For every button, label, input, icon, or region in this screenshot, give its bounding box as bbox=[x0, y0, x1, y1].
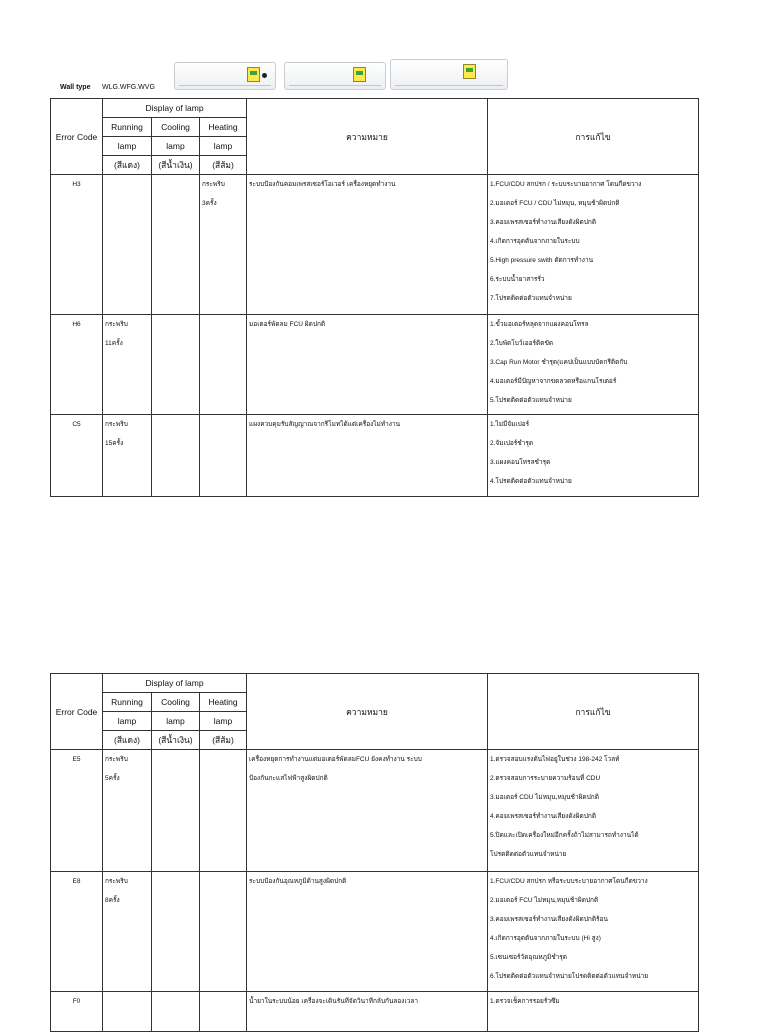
cooling-cell bbox=[152, 315, 200, 415]
meaning-text: มอเตอร์พัดลม FCU ผิดปกติ bbox=[249, 321, 326, 328]
solution-line: 5.เซนเซอร์วัดอุณหภูมิชำรุด bbox=[490, 954, 567, 961]
heating-header: Heating bbox=[200, 118, 247, 137]
meaning-text: ระบบป้องกันคอมเพรสเซอร์โอเวอร์ เครื่องหยุดทำงาน bbox=[249, 181, 396, 188]
solution-line: 5.ปิดและเปิดเครื่องใหม่อีกครั้งถ้าไม่สามารถทำงานได้ bbox=[490, 832, 639, 839]
meaning-cell bbox=[247, 992, 488, 1032]
error-code-header: Error Code bbox=[51, 99, 103, 175]
solution-line: 1.ขั้วมอเตอร์หลุดจากแผงคอนโทรล bbox=[490, 321, 589, 328]
table-row bbox=[51, 992, 699, 1032]
cooling-lamp-header: lamp bbox=[152, 712, 200, 731]
solution-line: 3.Cap Run Motor ชำรุด(แคปเป็นแบบบัดกรีติดกับ bbox=[490, 359, 628, 366]
running-lamp-header: lamp bbox=[103, 712, 152, 731]
cooling-lamp-header: lamp bbox=[152, 137, 200, 156]
error-code-cell: H3 bbox=[51, 175, 103, 315]
solution-cell bbox=[488, 415, 699, 497]
solution-line: 6.ระบบน้ำยาสารรั่ว bbox=[490, 276, 545, 283]
display-dot-icon bbox=[262, 73, 267, 78]
table-row bbox=[51, 750, 699, 872]
heating-color-header: (สีส้ม) bbox=[200, 156, 247, 175]
solution-line: 5.High pressure swith ตัดการทำงาน bbox=[490, 257, 594, 264]
solution-line: 3.แผงคอนโทรลชำรุด bbox=[490, 459, 551, 466]
table-row bbox=[51, 415, 699, 497]
meaning-cell bbox=[247, 175, 488, 315]
solution-line: 2.มอเตอร์ FCU / CDU ไม่หมุน, หมุนช้าผิดปกติ bbox=[490, 200, 620, 207]
solution-line: 1.ตรวจเช็คการรอยรั่วซึม bbox=[490, 998, 560, 1005]
blink-count: 15ครั้ง bbox=[105, 440, 124, 447]
solution-cell bbox=[488, 315, 699, 415]
solution-line: 1.ไม่มีจัมเปอร์ bbox=[490, 421, 530, 428]
running-cell bbox=[103, 415, 152, 497]
meaning-cell bbox=[247, 315, 488, 415]
solution-line: 4.มอเตอร์มีปัญหาจากขดลวดหรือแกนโรเตอร์ bbox=[490, 378, 617, 385]
meaning-text: แผงควบคุมรับสัญญาณจากรีโมทได้แต่เครื่องไม่ทำงาน bbox=[249, 421, 401, 428]
air-conditioner-unit-image bbox=[174, 62, 276, 90]
heating-cell bbox=[200, 315, 247, 415]
meaning-cell bbox=[247, 872, 488, 992]
display-of-lamp-header: Display of lamp bbox=[103, 99, 247, 118]
running-color-header: (สีแดง) bbox=[103, 156, 152, 175]
cooling-color-header: (สีน้ำเงิน) bbox=[152, 731, 200, 750]
heating-color-header: (สีส้ม) bbox=[200, 731, 247, 750]
running-cell bbox=[103, 992, 152, 1032]
running-cell bbox=[103, 750, 152, 872]
blink-text: กระพริบ bbox=[105, 421, 128, 428]
solution-line: 4.โปรดติดต่อตัวแทนจำหน่าย bbox=[490, 478, 572, 485]
blink-text: กระพริบ bbox=[105, 878, 128, 885]
solution-cell bbox=[488, 175, 699, 315]
cooling-header: Cooling bbox=[152, 693, 200, 712]
cooling-cell bbox=[152, 750, 200, 872]
solution-line: 5.โปรดติดต่อตัวแทนจำหน่าย bbox=[490, 397, 572, 404]
solution-line: 2.จัมเปอร์ชำรุด bbox=[490, 440, 534, 447]
solution-line: 7.โปรดติดต่อตัวแทนจำหน่าย bbox=[490, 295, 572, 302]
error-code-cell: E5 bbox=[51, 750, 103, 872]
solution-cell bbox=[488, 750, 699, 872]
running-header: Running bbox=[103, 118, 152, 137]
heating-header: Heating bbox=[200, 693, 247, 712]
table-row bbox=[51, 315, 699, 415]
solution-line: 3.คอมเพรสเซอร์ทำงานเสียงดังผิดปกติ bbox=[490, 219, 597, 226]
cooling-cell bbox=[152, 175, 200, 315]
display-of-lamp-header: Display of lamp bbox=[103, 674, 247, 693]
error-code-table-2 bbox=[50, 673, 699, 1032]
solution-line: 1.ตรวจสอบแรงดันไฟอยู่ในช่วง 198-242 โวลท์ bbox=[490, 756, 620, 763]
running-cell bbox=[103, 315, 152, 415]
meaning-text: เครื่องหยุดการทำงานแต่มอเตอร์พัดลมFCU ยังคงทำงาน ระบบ bbox=[249, 756, 422, 763]
error-code-table-1 bbox=[50, 98, 699, 497]
solution-cell bbox=[488, 872, 699, 992]
meaning-text: ระบบป้องกันอุณหภูมิด้านสูงผิดปกติ bbox=[249, 878, 347, 885]
heating-cell bbox=[200, 992, 247, 1032]
error-code-cell: F0 bbox=[51, 992, 103, 1032]
meaning-header: ความหมาย bbox=[247, 674, 488, 750]
solution-line: 1.FCU/CDU สกปรก หรือระบบระบายอากาศโดนกีดขวาง bbox=[490, 878, 648, 885]
meaning-cell bbox=[247, 750, 488, 872]
meaning-text: ป้องกันกะแสไฟฟ้าสูงผิดปกติ bbox=[249, 775, 328, 782]
wall-type-label: Wall type bbox=[60, 84, 91, 91]
solution-header: การแก้ไข bbox=[488, 674, 699, 750]
error-code-cell: C5 bbox=[51, 415, 103, 497]
solution-line: 2.มอเตอร์ FCU ไม่หมุน,หมุนช้าผิดปกติ bbox=[490, 897, 599, 904]
wall-type-value: WLG.WFG.WVG bbox=[102, 84, 155, 91]
cooling-cell bbox=[152, 992, 200, 1032]
error-code-header: Error Code bbox=[51, 674, 103, 750]
table-row bbox=[51, 175, 699, 315]
error-code-cell: H6 bbox=[51, 315, 103, 415]
solution-line: 4.คอมเพรสเซอร์ทำงานเสียงดังผิดปกติ bbox=[490, 813, 597, 820]
cooling-header: Cooling bbox=[152, 118, 200, 137]
solution-header: การแก้ไข bbox=[488, 99, 699, 175]
energy-label-icon bbox=[463, 64, 476, 79]
solution-line: 3.คอมเพรสเซอร์ทำงานเสียงดังผิดปกติร้อน bbox=[490, 916, 608, 923]
solution-line: 6.โปรดติดต่อตัวแทนจำหน่ายโปรดติดต่อตัวแทนจำหน่าย bbox=[490, 973, 649, 980]
solution-line: 4.เกิดการอุดตันจากภายในระบบ bbox=[490, 238, 580, 245]
blink-count: 3ครั้ง bbox=[202, 200, 217, 207]
vent-line bbox=[289, 85, 381, 86]
running-lamp-header: lamp bbox=[103, 137, 152, 156]
blink-text: กระพริบ bbox=[105, 756, 128, 763]
solution-line: 2.ใบพัดโบว์เออร์ติดขัด bbox=[490, 340, 554, 347]
energy-label-icon bbox=[353, 67, 366, 82]
blink-text: กระพริบ bbox=[202, 181, 225, 188]
air-conditioner-unit-image bbox=[390, 59, 508, 90]
running-color-header: (สีแดง) bbox=[103, 731, 152, 750]
air-conditioner-unit-image bbox=[284, 62, 386, 90]
solution-line: 2.ตรวจสอบการระบายความร้อนที่ CDU bbox=[490, 775, 601, 782]
solution-line: โปรดติดต่อตัวแทนจำหน่าย bbox=[490, 851, 567, 858]
solution-line: 4.เกิดการอุดตันจากภายในระบบ (Hi สูง) bbox=[490, 935, 601, 942]
running-cell bbox=[103, 175, 152, 315]
meaning-text: น้ำยาในระบบน้อย เครื่องจะเดินรันทีจัดวินาทีกลับกันลองเวลา bbox=[249, 998, 418, 1005]
meaning-header: ความหมาย bbox=[247, 99, 488, 175]
vent-line bbox=[179, 85, 271, 86]
table-row bbox=[51, 872, 699, 992]
heating-cell bbox=[200, 415, 247, 497]
error-code-cell: E8 bbox=[51, 872, 103, 992]
heating-lamp-header: lamp bbox=[200, 137, 247, 156]
cooling-cell bbox=[152, 872, 200, 992]
blink-count: 8ครั้ง bbox=[105, 897, 120, 904]
solution-cell bbox=[488, 992, 699, 1032]
solution-line: 1.FCU/CDU สกปรก / ระบบระบายอากาศ โดนกีดขวาง bbox=[490, 181, 642, 188]
blink-text: กระพริบ bbox=[105, 321, 128, 328]
heating-lamp-header: lamp bbox=[200, 712, 247, 731]
vent-line bbox=[395, 85, 503, 86]
blink-count: 5ครั้ง bbox=[105, 775, 120, 782]
energy-label-icon bbox=[247, 67, 260, 82]
heating-cell bbox=[200, 175, 247, 315]
meaning-cell bbox=[247, 415, 488, 497]
heating-cell bbox=[200, 872, 247, 992]
heating-cell bbox=[200, 750, 247, 872]
running-cell bbox=[103, 872, 152, 992]
solution-line: 3.มอเตอร์ CDU ไม่หมุน,หมุนช้าผิดปกติ bbox=[490, 794, 599, 801]
running-header: Running bbox=[103, 693, 152, 712]
cooling-cell bbox=[152, 415, 200, 497]
blink-count: 11ครั้ง bbox=[105, 340, 123, 347]
cooling-color-header: (สีน้ำเงิน) bbox=[152, 156, 200, 175]
